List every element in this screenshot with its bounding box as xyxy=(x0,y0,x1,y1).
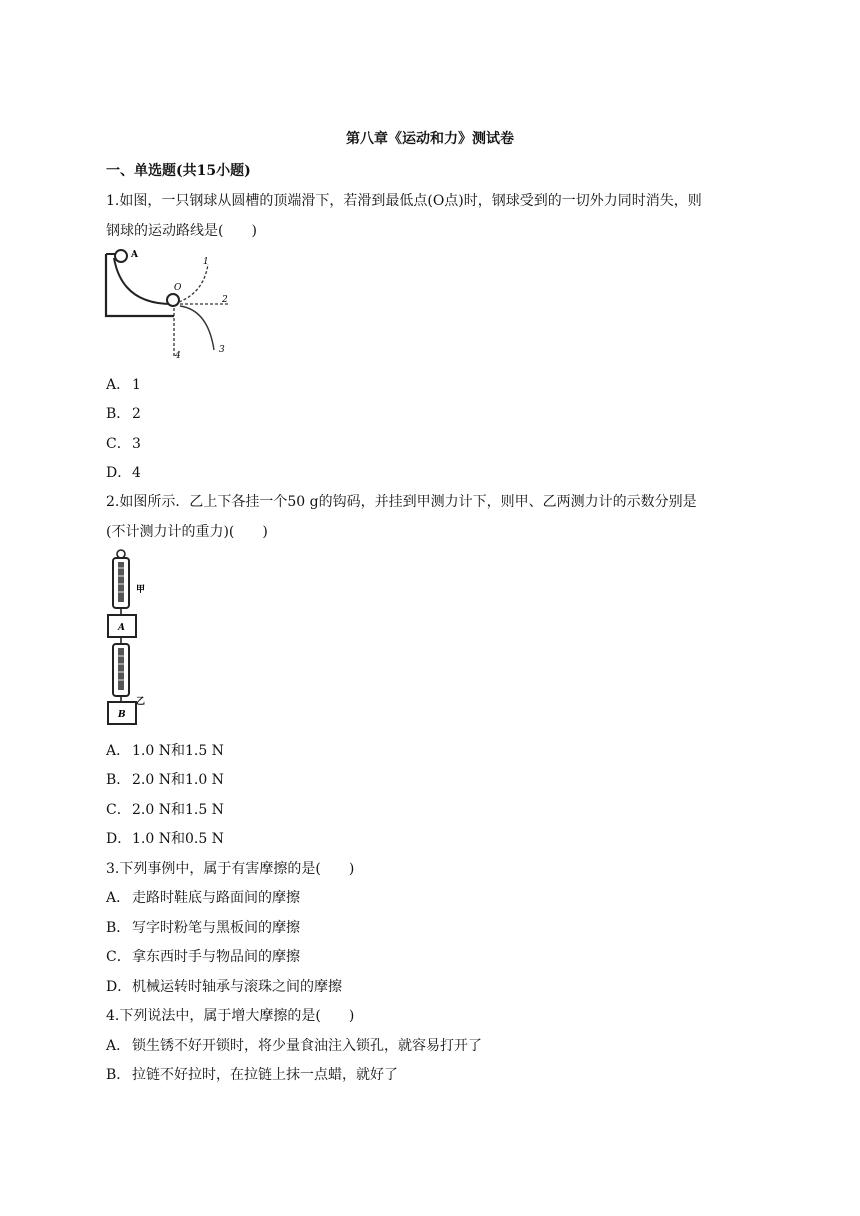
question-3-option-a[interactable]: A． 走路时鞋底与路面间的摩擦 xyxy=(106,890,300,906)
scale-yi-inner xyxy=(118,648,124,690)
question-1-text-line2: 钢球的运动路线是( ) xyxy=(106,223,257,239)
groove-arc xyxy=(114,258,172,304)
label-1: 1 xyxy=(203,257,209,267)
label-b: B xyxy=(118,710,126,720)
question-3-text: 3.下列事例中，属于有害摩擦的是( ) xyxy=(106,861,355,877)
section-heading: 一、单选题(共15小题) xyxy=(106,163,251,179)
question-2-figure xyxy=(104,548,174,728)
question-1-option-c[interactable]: C．3 xyxy=(106,436,141,452)
trough-frame xyxy=(106,254,174,316)
label-o: O xyxy=(174,283,182,293)
question-2-option-d[interactable]: D．1.0 N和0.5 N xyxy=(106,831,224,847)
label-a: A xyxy=(131,250,138,260)
path-1 xyxy=(179,264,208,302)
ball-a xyxy=(115,250,127,262)
label-yi: 乙 xyxy=(136,697,146,707)
path-3 xyxy=(180,306,214,350)
label-a: A xyxy=(118,623,125,633)
question-1-figure xyxy=(100,246,250,362)
question-1-text-line1: 1.如图，一只钢球从圆槽的顶端滑下，若滑到最低点(O点)时，钢球受到的一切外力同时消失，则 xyxy=(106,193,702,209)
ball-o xyxy=(167,294,179,306)
question-2-text-line1: 2.如图所示．乙上下各挂一个50 g的钩码，并挂到甲测力计下，则甲、乙两测力计的示数分别是 xyxy=(106,494,697,510)
label-jia: 甲 xyxy=(136,585,146,595)
question-1-option-b[interactable]: B． 2 xyxy=(106,406,141,422)
question-3-option-c[interactable]: C．拿东西时手与物品间的摩擦 xyxy=(106,949,300,965)
question-3-option-b[interactable]: B． 写字时粉笔与黑板间的摩擦 xyxy=(106,920,300,936)
question-1-option-d[interactable]: D．4 xyxy=(106,465,141,481)
question-2-text-line2: (不计测力计的重力)( ) xyxy=(106,524,268,540)
label-4: 4 xyxy=(175,351,181,361)
question-2-option-a[interactable]: A． 1.0 N和1.5 N xyxy=(106,743,224,759)
question-4-option-a[interactable]: A． 锁生锈不好开锁时，将少量食油注入锁孔，就容易打开了 xyxy=(106,1038,482,1054)
label-3: 3 xyxy=(219,345,225,355)
hook-ring-top xyxy=(117,550,125,558)
label-2: 2 xyxy=(222,295,228,305)
question-4-option-b[interactable]: B． 拉链不好拉时，在拉链上抹一点蜡，就好了 xyxy=(106,1067,398,1083)
document-title: 第八章《运动和力》测试卷 xyxy=(346,131,514,147)
question-1-option-a[interactable]: A． 1 xyxy=(106,377,141,393)
question-4-text: 4.下列说法中，属于增大摩擦的是( ) xyxy=(106,1008,355,1024)
question-2-option-b[interactable]: B． 2.0 N和1.0 N xyxy=(106,772,224,788)
question-2-option-c[interactable]: C．2.0 N和1.5 N xyxy=(106,802,224,818)
question-3-option-d[interactable]: D．机械运转时轴承与滚珠之间的摩擦 xyxy=(106,979,342,995)
